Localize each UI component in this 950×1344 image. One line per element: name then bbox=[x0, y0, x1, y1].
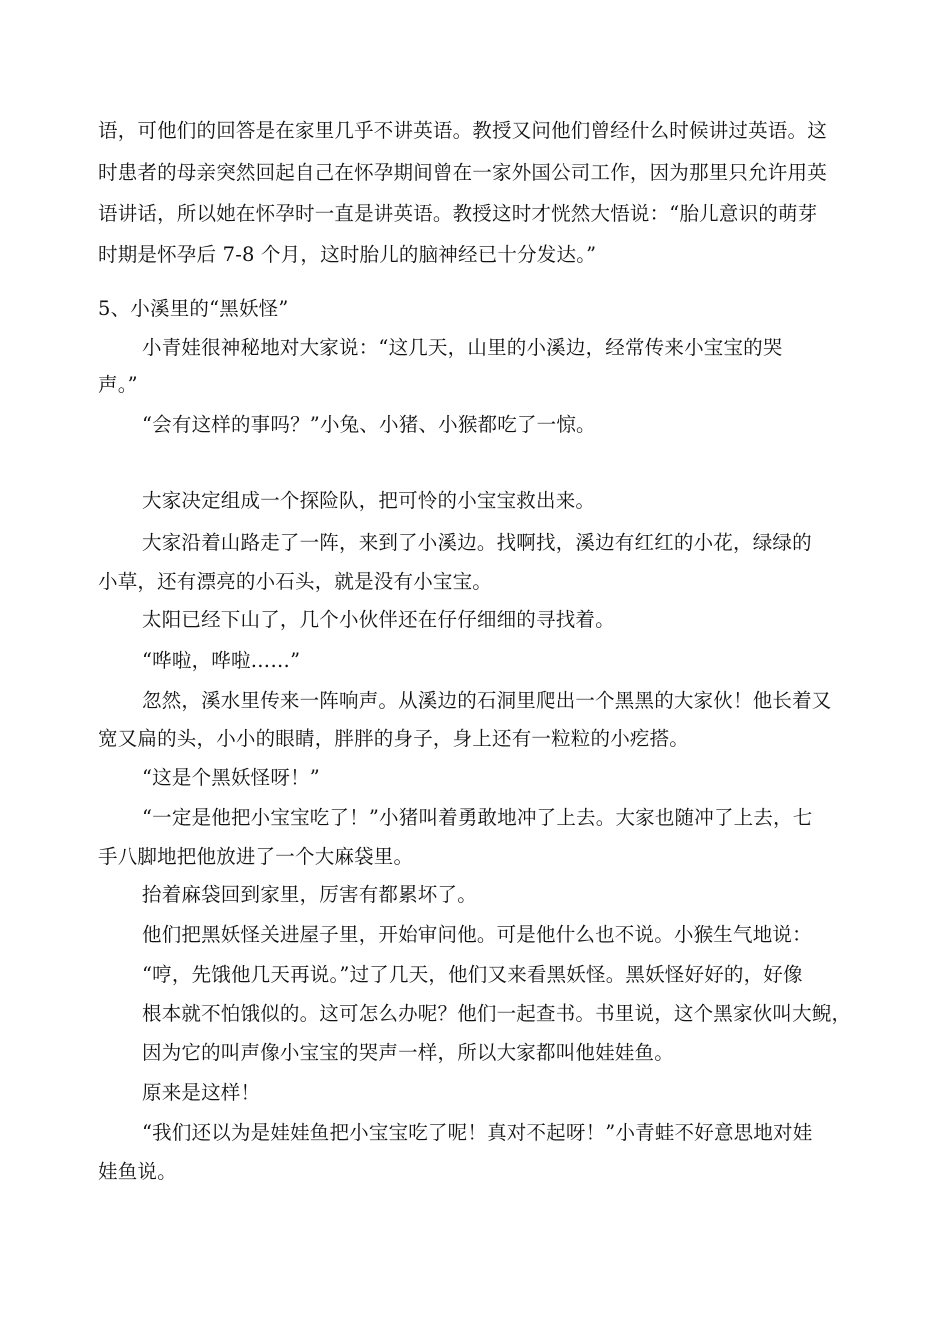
paragraph-line: 大家决定组成一个探险队，把可怜的小宝宝救出来。 bbox=[142, 489, 596, 512]
paragraph-line: 小青娃很神秘地对大家说：“这几天，山里的小溪边，经常传来小宝宝的哭 bbox=[142, 336, 783, 359]
section-heading: 5、小溪里的“黑妖怪” bbox=[98, 297, 289, 320]
paragraph-line: 根本就不怕饿似的。这可怎么办呢？他们一起查书。书里说，这个黑家伙叫大鲵， bbox=[142, 1002, 852, 1025]
paragraph-line: 时期是怀孕后 7-8 个月，这时胎儿的脑神经已十分发达。” bbox=[98, 243, 597, 266]
paragraph-line: 因为它的叫声像小宝宝的哭声一样，所以大家都叫他娃娃鱼。 bbox=[142, 1041, 674, 1064]
paragraph-line: “一定是他把小宝宝吃了！”小猪叫着勇敢地冲了上去。大家也随冲了上去，七 bbox=[142, 806, 813, 829]
paragraph-line: “哗啦，哗啦……” bbox=[142, 649, 301, 672]
paragraph-line: “哼，先饿他几天再说。”过了几天，他们又来看黑妖怪。黑妖怪好好的，好像 bbox=[142, 963, 803, 986]
paragraph-line: 小草，还有漂亮的小石头，就是没有小宝宝。 bbox=[98, 570, 493, 593]
paragraph-line: 忽然，溪水里传来一阵响声。从溪边的石洞里爬出一个黑黑的大家伙！他长着又 bbox=[142, 689, 832, 712]
paragraph-line: 大家沿着山路走了一阵，来到了小溪边。找啊找，溪边有红红的小花，绿绿的 bbox=[142, 531, 812, 554]
paragraph-line: 娃鱼说。 bbox=[98, 1160, 177, 1183]
paragraph-line: 手八脚地把他放进了一个大麻袋里。 bbox=[98, 845, 414, 868]
paragraph-line: “这是个黑妖怪呀！” bbox=[142, 766, 320, 789]
paragraph-line: 时患者的母亲突然回起自己在怀孕期间曾在一家外国公司工作，因为那里只允许用英 bbox=[98, 161, 827, 184]
paragraph-line: 语讲话，所以她在怀孕时一直是讲英语。教授这时才恍然大悟说：“胎儿意识的萌芽 bbox=[98, 202, 818, 225]
paragraph-line: 太阳已经下山了，几个小伙伴还在仔仔细细的寻找着。 bbox=[142, 608, 615, 631]
paragraph-line: “会有这样的事吗？”小兔、小猪、小猴都吃了一惊。 bbox=[142, 413, 596, 436]
paragraph-line: 语，可他们的回答是在家里几乎不讲英语。教授又问他们曾经什么时候讲过英语。这 bbox=[98, 119, 827, 142]
paragraph-line: 他们把黑妖怪关进屋子里，开始审问他。可是他什么也不说。小猴生气地说： bbox=[142, 923, 812, 946]
paragraph-line: “我们还以为是娃娃鱼把小宝宝吃了呢！真对不起呀！”小青蛙不好意思地对娃 bbox=[142, 1121, 813, 1144]
paragraph-line: 声。” bbox=[98, 373, 138, 396]
paragraph-line: 抬着麻袋回到家里，厉害有都累坏了。 bbox=[142, 883, 477, 906]
paragraph-line: 原来是这样！ bbox=[142, 1081, 261, 1104]
paragraph-line: 宽又扁的头，小小的眼睛，胖胖的身子，身上还有一粒粒的小疙搭。 bbox=[98, 727, 690, 750]
